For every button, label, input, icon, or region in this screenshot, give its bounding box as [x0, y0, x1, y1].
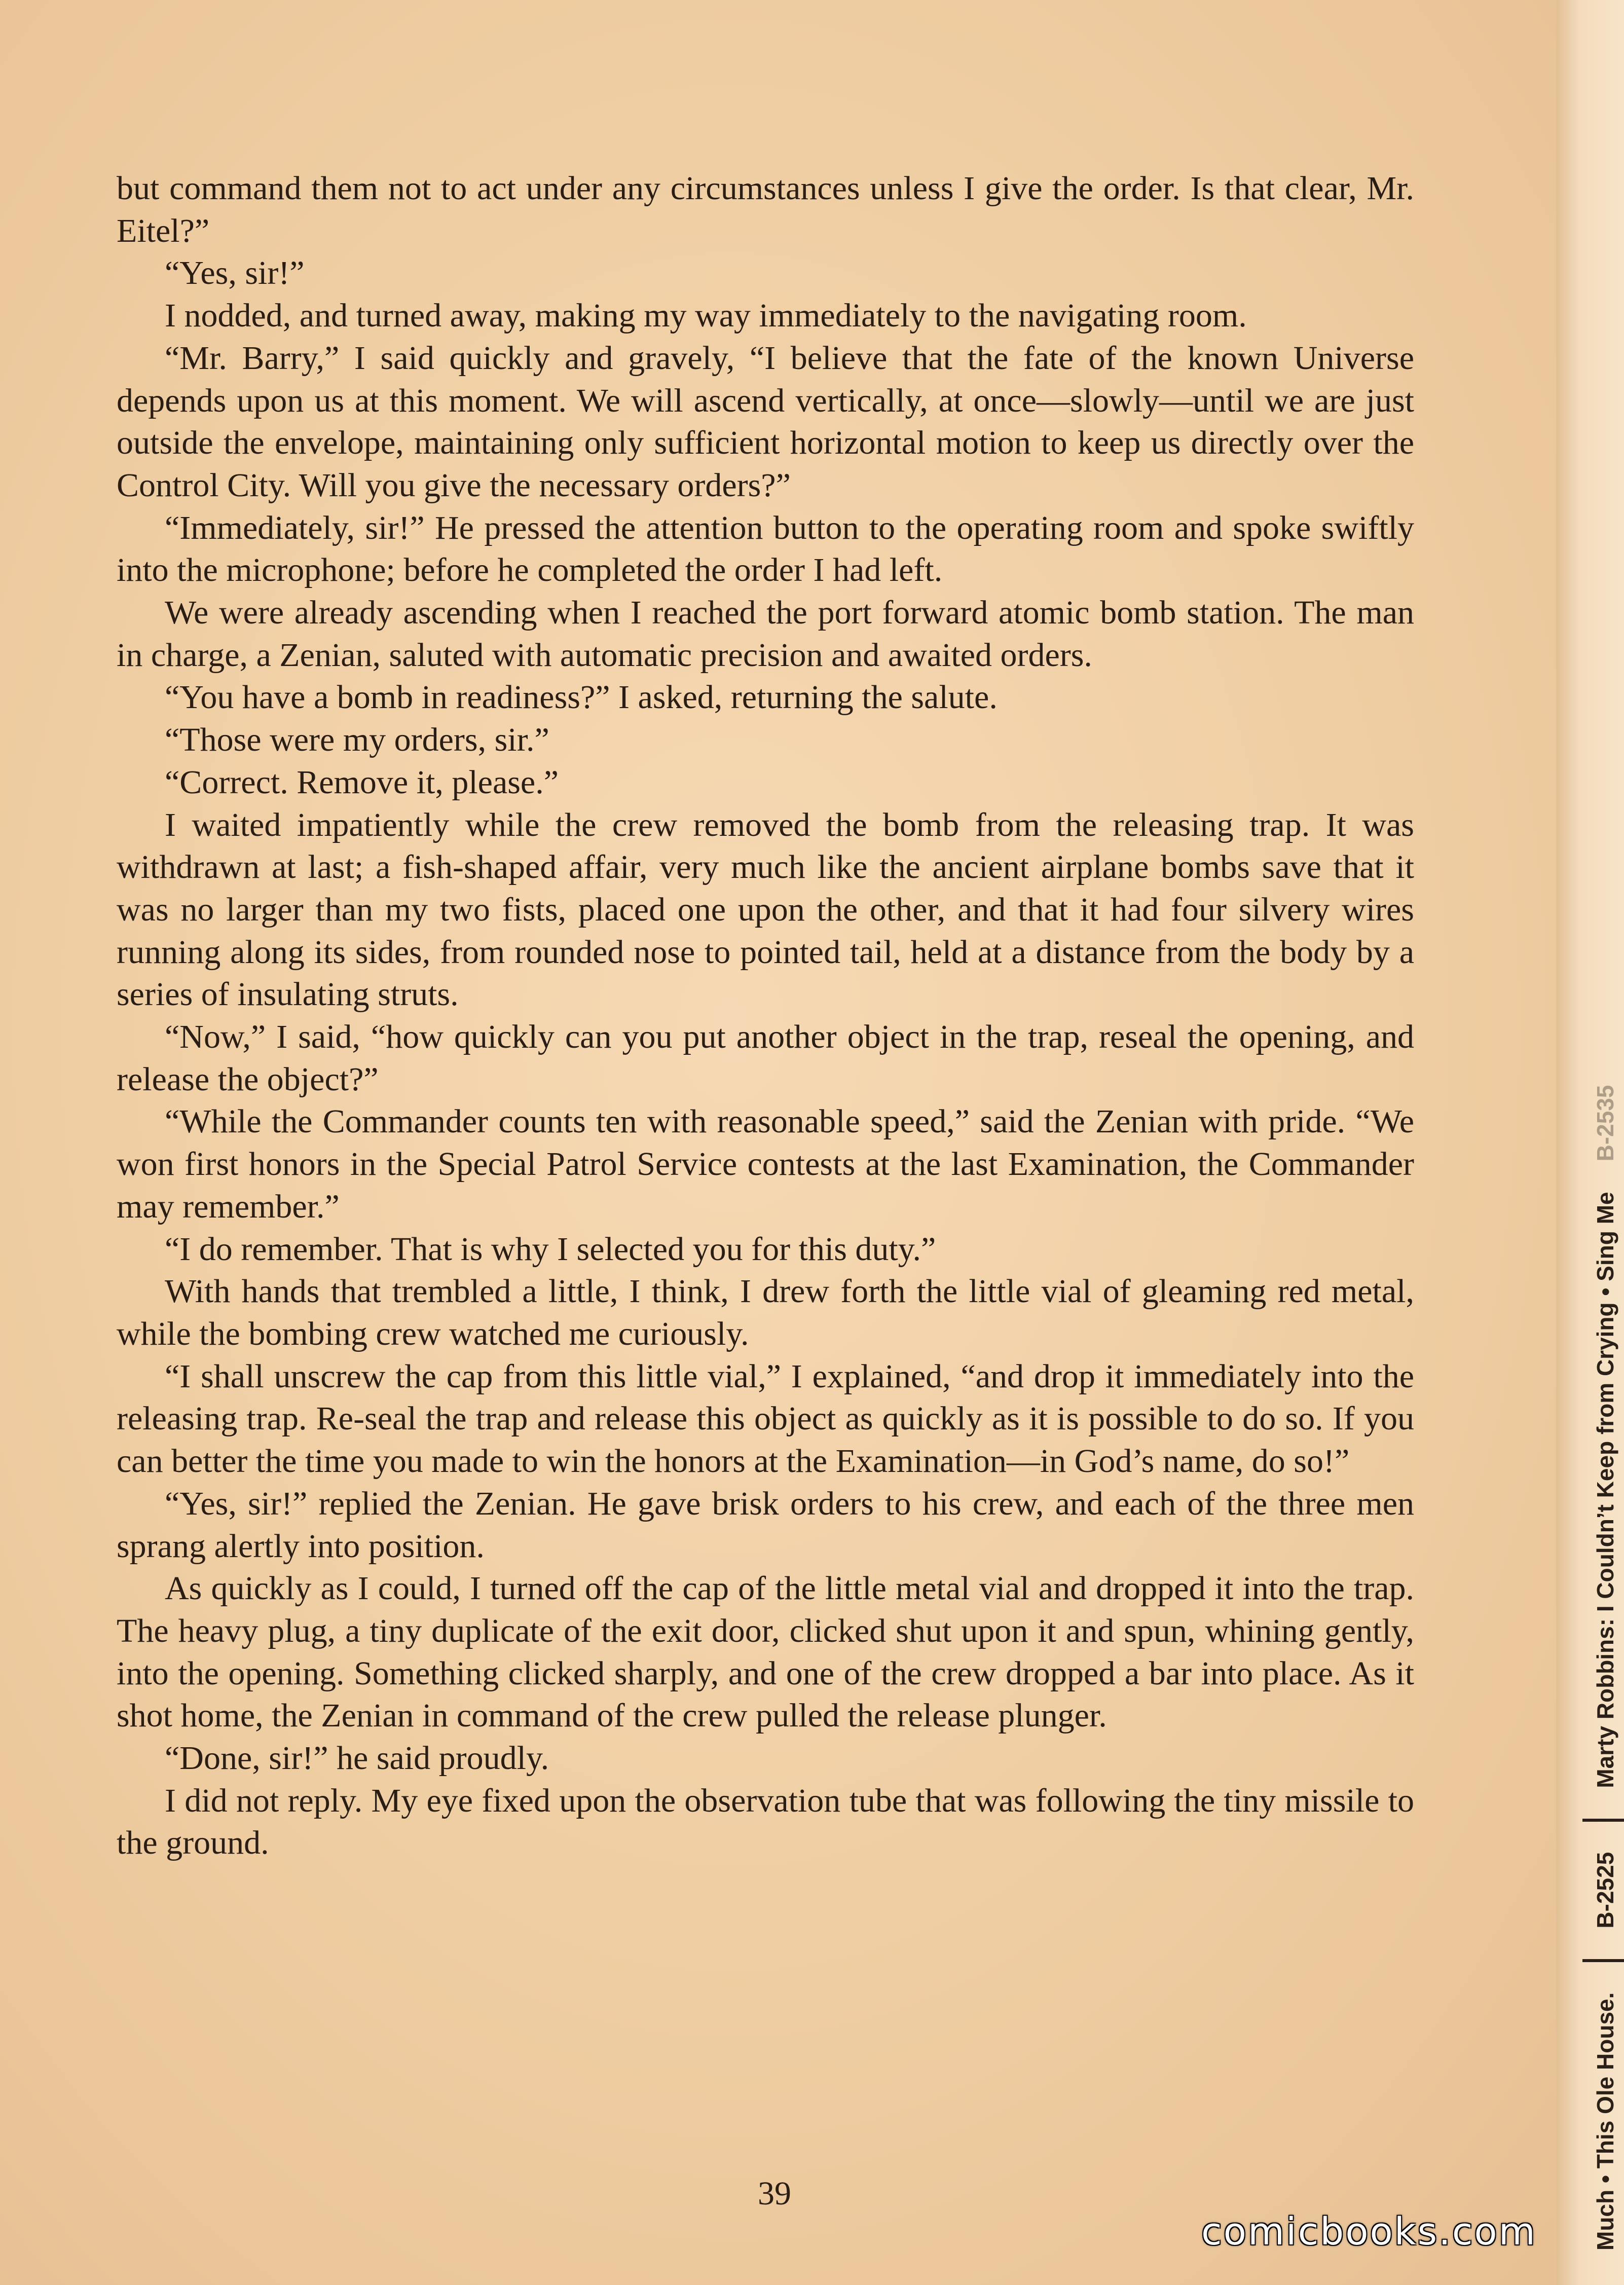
paragraph: “Immediately, sir!” He pressed the attention button to the operating room and spoke swiftly into the microphone; before he completed the order I had left.: [117, 509, 1414, 589]
paragraph: “I do remember. That is why I selected you for this duty.”: [165, 1230, 936, 1268]
paragraph: “Mr. Barry,” I said quickly and gravely, “I believe that the fate of the known Universe depends upon us at this moment. We will ascend vertically, at once—slowly—until we are just outside the envelope, maintaining only sufficient horizontal motion to keep us directly over the Control City. Will you give the necessary orders?”: [117, 339, 1414, 504]
paragraph: “While the Commander counts ten with reasonable speed,” said the Zenian with pride. “We won first honors in the Special Patrol Service contests at the last Examination, the Commander may remember.”: [117, 1103, 1414, 1225]
paragraph: “Yes, sir!”: [165, 254, 305, 292]
page-number: 39: [758, 2175, 791, 2212]
body-text: [117, 167, 1414, 1864]
spine-catalog-number: B-2525: [1592, 1852, 1618, 1929]
spine-text-right: Marty Robbins: I Couldn’t Keep from Crying • Sing Me: [1592, 1192, 1618, 1788]
paragraph: “I shall unscrew the cap from this little vial,” I explained, “and drop it immediately into the releasing trap. Re-seal the trap and release this object as quickly as it is possible to do so. If you can better the time you made to win the honors at the Examination—in God’s name, do so!”: [117, 1357, 1414, 1480]
paragraph: “You have a bomb in readiness?” I asked, returning the salute.: [165, 679, 998, 716]
paragraph: I did not reply. My eye fixed upon the observation tube that was following the tiny missile to the ground.: [117, 1782, 1414, 1862]
paragraph: We were already ascending when I reached the port forward atomic bomb station. The man in charge, a Zenian, saluted with automatic precision and awaited orders.: [117, 594, 1414, 674]
paragraph: “Now,” I said, “how quickly can you put another object in the trap, reseal the opening, and release the object?”: [117, 1018, 1414, 1098]
spine-advert: [1590, 0, 1620, 2251]
paragraph: “Those were my orders, sir.”: [165, 721, 549, 759]
paragraph: “Yes, sir!” replied the Zenian. He gave brisk orders to his crew, and each of the three men sprang alertly into position.: [117, 1485, 1414, 1565]
spine-divider: [1582, 1959, 1624, 1962]
watermark: comicbooks.com: [1201, 2210, 1537, 2254]
paragraph: “Done, sir!” he said proudly.: [165, 1740, 549, 1777]
paragraph: “Correct. Remove it, please.”: [165, 763, 559, 801]
paragraph: I nodded, and turned away, making my way immediately to the navigating room.: [165, 297, 1247, 335]
spine-divider: [1582, 1819, 1624, 1822]
paragraph: I waited impatiently while the crew removed the bomb from the releasing trap. It was withdrawn at last; a fish-shaped affair, very much like the ancient airplane bombs save that it was no larger than my two fists, placed one upon the other, and that it had four silvery wires running along its sides, from rounded nose to pointed tail, held at a distance from the body by a series of insulating struts.: [117, 806, 1414, 1013]
paragraph: With hands that trembled a little, I think, I drew forth the little vial of gleaming red metal, while the bombing crew watched me curiously.: [117, 1273, 1414, 1352]
paragraph: As quickly as I could, I turned off the cap of the little metal vial and dropped it into the trap. The heavy plug, a tiny duplicate of the exit door, clicked shut upon it and spun, whining gently, into the opening. Something clicked sharply, and one of the crew dropped a bar into place. As it shot home, the Zenian in command of the crew pulled the release plunger.: [117, 1570, 1414, 1735]
spine-faded-number: B-2535: [1592, 1085, 1618, 1162]
spine-text-left: Much • This Ole House.: [1592, 1992, 1618, 2251]
paragraph: but command them not to act under any circumstances unless I give the order. Is that clear, Mr. Eitel?”: [117, 170, 1414, 249]
